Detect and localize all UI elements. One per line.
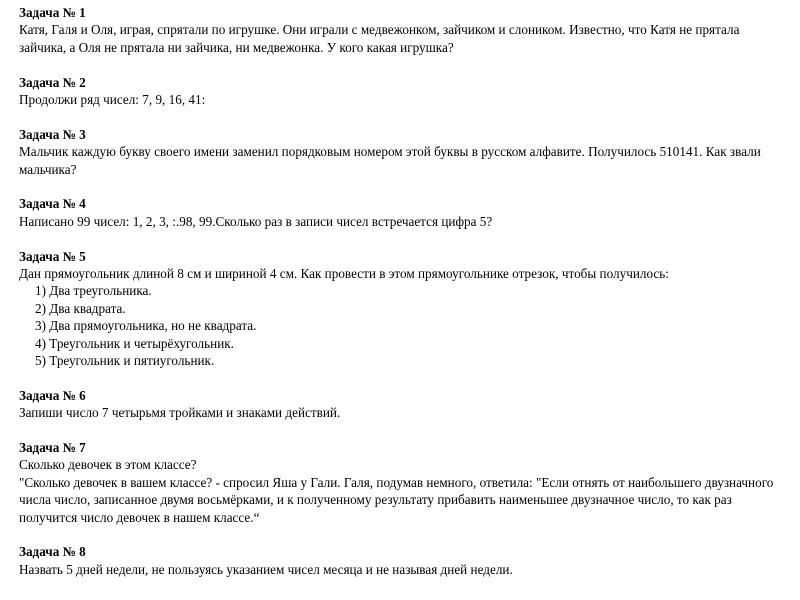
task-text: Мальчик каждую букву своего имени заменил порядковым номером этой буквы в русском алфавите. Получилось 510141. Как звали мальчика? xyxy=(19,144,761,177)
task-text: Продолжи ряд чисел: 7, 9, 16, 41: xyxy=(19,92,206,108)
task-title: Задача № 4 xyxy=(19,196,86,212)
task-text: Катя, Галя и Оля, играя, спрятали по игрушке. Они играли с медвежонком, зайчиком и слоником. Известно, что Катя не прятала зайчика, а Оля не прятала ни зайчика, ни медвежонка. У кого какая игрушка? xyxy=(19,22,740,55)
list-item: 3) Два прямоугольника, но не квадрата. xyxy=(35,318,257,334)
task-title: Задача № 2 xyxy=(19,74,86,90)
list-item: 5) Треугольник и пятиугольник. xyxy=(35,353,215,369)
task-text: Сколько девочек в этом классе? xyxy=(19,457,197,473)
task-7 xyxy=(19,439,789,526)
task-1 xyxy=(19,4,789,56)
list-item: 2) Два квадрата. xyxy=(35,300,126,316)
task-8 xyxy=(19,543,789,578)
task-5 xyxy=(19,248,789,370)
task-3 xyxy=(19,126,789,178)
list-item: 4) Треугольник и четырёхугольник. xyxy=(35,335,234,351)
task-text: Назвать 5 дней недели, не пользуясь указанием чисел месяца и не называя дней недели. xyxy=(19,561,513,577)
task-2 xyxy=(19,74,789,109)
list-item: 1) Два треугольника. xyxy=(35,283,152,299)
task-text: Написано 99 чисел: 1, 2, 3, :.98, 99.Сколько раз в записи чисел встречается цифра 5? xyxy=(19,213,493,229)
task-title: Задача № 6 xyxy=(19,387,86,403)
task-4 xyxy=(19,195,789,230)
document-page xyxy=(19,4,789,596)
task-6 xyxy=(19,387,789,422)
task-title: Задача № 7 xyxy=(19,440,86,456)
task-title: Задача № 5 xyxy=(19,248,86,264)
task-title: Задача № 3 xyxy=(19,126,86,142)
task-title: Задача № 8 xyxy=(19,544,86,560)
task-title: Задача № 1 xyxy=(19,5,86,20)
task-5-options-list xyxy=(19,282,789,369)
task-text: Дан прямоугольник длиной 8 см и шириной 4 см. Как провести в этом прямоугольнике отрезок, чтобы получилось: xyxy=(19,266,669,282)
task-text: Запиши число 7 четырьмя тройками и знаками действий. xyxy=(19,405,341,421)
task-text-dialogue: "Сколько девочек в вашем классе? - спросил Яша у Гали. Галя, подумав немного, ответила: "Если отнять от наибольшего двузначного числа число, записанное двумя восьмёрками, и к полученному результату прибавить наименьшее двузначное число, то как раз получится число девочек в нашем классе.“ xyxy=(19,474,774,525)
